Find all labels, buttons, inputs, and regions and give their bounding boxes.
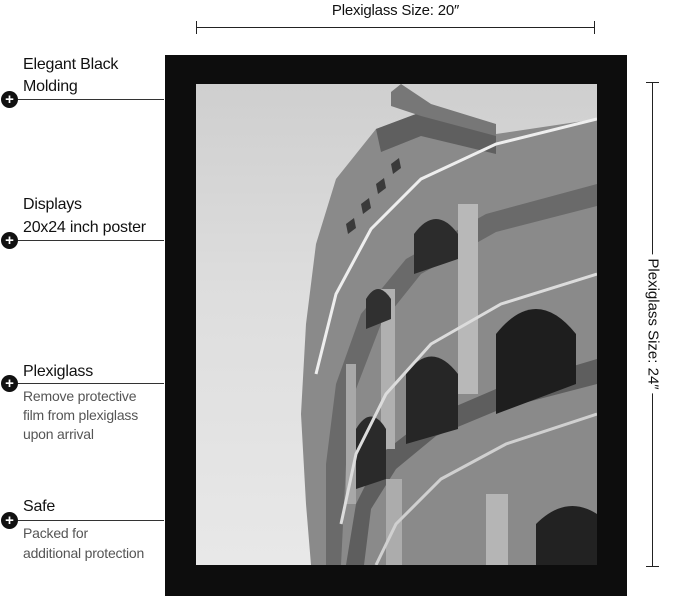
plus-circle-icon: + — [1, 512, 18, 529]
colosseum-photo — [196, 84, 597, 565]
callout-plexiglass-title: Plexiglass — [23, 363, 94, 380]
height-dimension-bottom-tick — [646, 566, 659, 567]
plus-circle-icon: + — [1, 91, 18, 108]
callout-poster-size-title-line2: 20x24 inch poster — [23, 219, 146, 236]
plus-circle-icon: + — [1, 375, 18, 392]
callout-molding-leader-line — [18, 99, 164, 100]
callout-plexiglass-note-line2: film from plexiglass — [23, 407, 139, 423]
height-dimension-label: Plexiglass Size: 24″ — [645, 254, 662, 393]
callout-safe-note-line2: additional protection — [23, 545, 145, 561]
callout-safe-title: Safe — [23, 498, 56, 515]
callout-molding-title-line2: Molding — [23, 78, 78, 95]
callout-safe-leader-line — [18, 520, 164, 521]
black-frame — [165, 55, 627, 596]
callout-plexiglass-note-line1: Remove protective — [23, 388, 137, 404]
callout-plexiglass-leader-line — [18, 383, 164, 384]
width-dimension-right-tick — [594, 21, 595, 34]
colosseum-illustration — [196, 84, 597, 565]
width-dimension-label: Plexiglass Size: 20″ — [331, 2, 460, 19]
callout-molding-title-line1: Elegant Black — [23, 56, 119, 73]
width-dimension-line — [196, 27, 595, 28]
callout-poster-size-title-line1: Displays — [23, 196, 82, 213]
width-dimension — [196, 2, 595, 32]
plus-circle-icon: + — [1, 232, 18, 249]
callout-poster-size-leader-line — [18, 240, 164, 241]
height-dimension — [640, 82, 666, 567]
callout-plexiglass-note-line3: upon arrival — [23, 426, 94, 442]
callout-safe-note-line1: Packed for — [23, 525, 88, 541]
